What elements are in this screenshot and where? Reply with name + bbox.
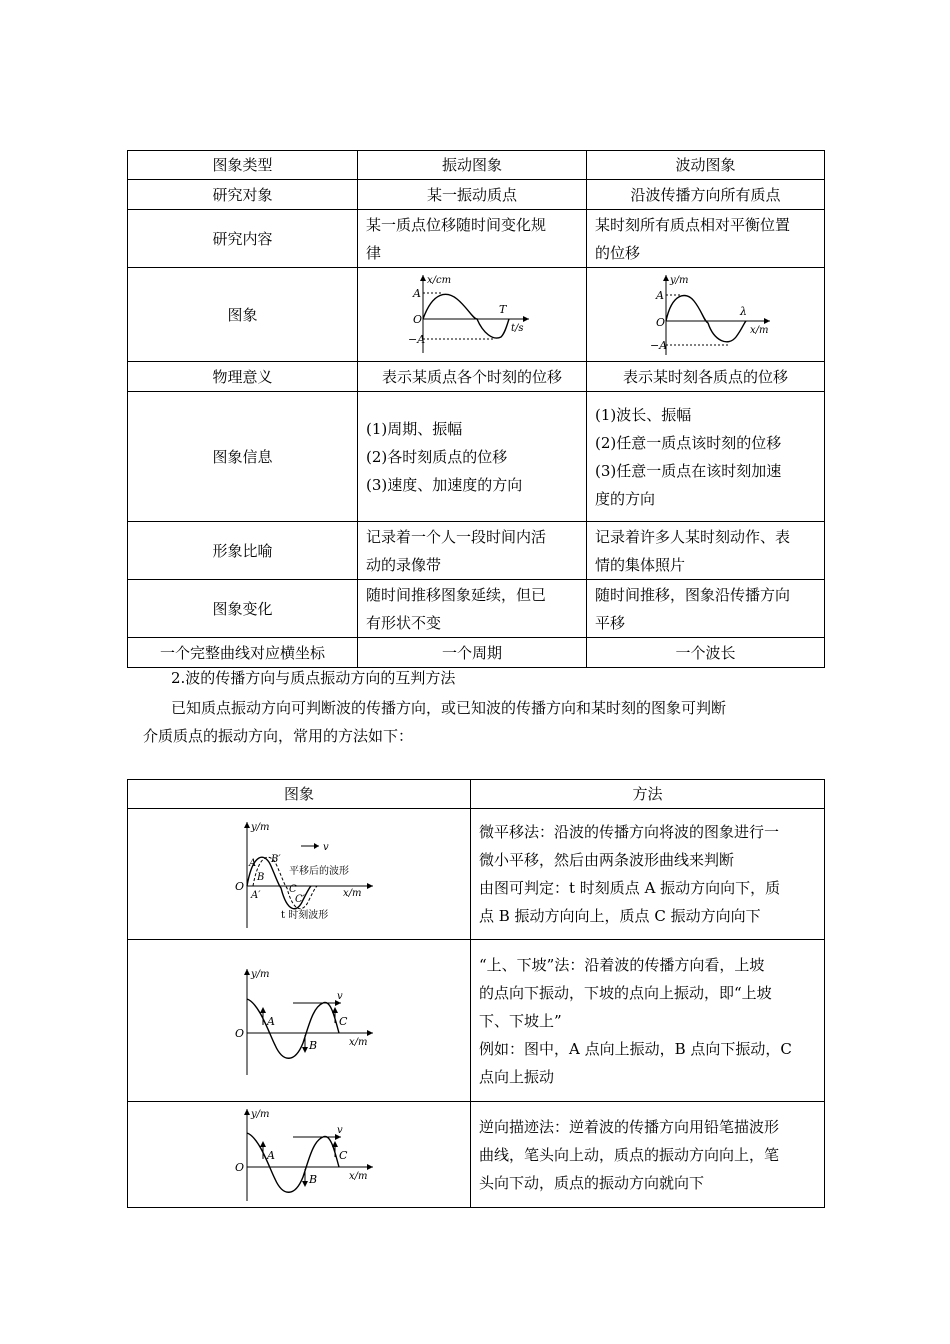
header-wave: 波动图象 (587, 151, 825, 180)
g1-origin: O (235, 880, 245, 893)
shift-method-graph (219, 816, 379, 932)
wave-wavelength: λ (739, 304, 747, 318)
g3-C: C (339, 1148, 348, 1162)
vib-y-label: x/cm (427, 274, 452, 286)
vib-cell: 某一振动质点 (358, 180, 587, 210)
g1-v: v (323, 842, 329, 853)
wave-amp-neg: −A (649, 338, 667, 352)
header-graph: 图象 (128, 780, 471, 809)
graph-cell-trace (128, 1102, 471, 1208)
vib-x-label: t/s (511, 322, 524, 334)
g1-B2: B′ (271, 854, 281, 865)
wave-amp-pos: A (655, 288, 664, 302)
g1-A: A (249, 858, 257, 869)
row-label: 研究内容 (128, 210, 358, 268)
section-title: 2.波的传播方向与质点振动方向的互判方法 (171, 669, 456, 687)
wave-cell: 随时间推移，图象沿传播方向 平移 (587, 580, 825, 638)
wave-cell: 表示某时刻各质点的位移 (587, 362, 825, 392)
vib-amp-neg: −A (408, 332, 426, 346)
method-cell-shift: 微平移法：沿波的传播方向将波的图象进行一 微小平移，然后由两条波形曲线来判断 由图可判定：t 时刻质点 A 振动方向向下，质 点 B 振动方向向上，质点 C 振动方向向下 (471, 809, 825, 940)
wave-y-label: y/m (669, 274, 689, 286)
row-label: 图象 (128, 268, 358, 362)
row-label: 研究对象 (128, 180, 358, 210)
g2-x-label: x/m (349, 1036, 368, 1048)
graph-cell-slope (128, 940, 471, 1102)
header-method: 方法 (471, 780, 825, 809)
method-cell-slope: “上、下坡”法：沿着波的传播方向看，上坡 的点向下振动，下坡的点向上振动，即“上坡 下、下坡上” 例如：图中，A 点向上振动，B 点向下振动，C 点向上振动 (471, 940, 825, 1102)
vib-cell: 一个周期 (358, 638, 587, 668)
g3-A: A (267, 1148, 275, 1162)
wave-origin: O (655, 315, 665, 329)
g3-y-label: y/m (251, 1108, 270, 1120)
g2-origin: O (235, 1026, 245, 1040)
g1-C2: C′ (295, 894, 305, 905)
vib-origin: O (413, 312, 423, 326)
g3-B: B (309, 1172, 318, 1186)
row-label: 一个完整曲线对应横坐标 (128, 638, 358, 668)
wave-cell: (1)波长、振幅 (2)任意一质点该时刻的位移 (3)任意一质点在该时刻加速 度的方向 (587, 392, 825, 522)
section-intro: 已知质点振动方向可判断波的传播方向，或已知波的传播方向和某时刻的图象可判断 介质质点的振动方向，常用的方法如下： (143, 699, 727, 745)
g3-x-label: x/m (349, 1170, 368, 1182)
vibration-graph (407, 271, 537, 359)
g2-A: A (267, 1014, 275, 1028)
trace-method-graph (219, 1105, 379, 1205)
vibration-graph-cell (358, 268, 587, 362)
vib-cell: 记录着一个人一段时间内活 动的录像带 (358, 522, 587, 580)
wave-cell: 某时刻所有质点相对平衡位置 的位移 (587, 210, 825, 268)
comparison-table (127, 150, 825, 668)
row-label: 形象比喻 (128, 522, 358, 580)
g1-y-label: y/m (251, 822, 270, 833)
g3-origin: O (235, 1160, 245, 1174)
g3-v: v (337, 1124, 343, 1136)
row-label: 图象变化 (128, 580, 358, 638)
wave-cell: 沿波传播方向所有质点 (587, 180, 825, 210)
vib-cell: 某一质点位移随时间变化规 律 (358, 210, 587, 268)
g1-B: B (257, 872, 265, 883)
method-table (127, 779, 825, 1208)
vib-cell: 随时间推移图象延续，但已 有形状不变 (358, 580, 587, 638)
g1-C: C (289, 884, 297, 895)
wave-cell: 记录着许多人某时刻动作、表 情的集体照片 (587, 522, 825, 580)
vib-cell: (1)周期、振幅 (2)各时刻质点的位移 (3)速度、加速度的方向 (358, 392, 587, 522)
wave-cell: 一个波长 (587, 638, 825, 668)
wave-graph-cell (587, 268, 825, 362)
header-vibration: 振动图象 (358, 151, 587, 180)
g2-y-label: y/m (251, 968, 270, 980)
g2-B: B (309, 1038, 318, 1052)
row-label: 图象信息 (128, 392, 358, 522)
g1-A2: A′ (251, 890, 261, 901)
vib-period: T (499, 302, 507, 316)
vib-cell: 表示某质点各个时刻的位移 (358, 362, 587, 392)
wave-graph (636, 271, 776, 359)
g2-C: C (339, 1014, 348, 1028)
vib-amp-pos: A (413, 286, 421, 300)
g1-x-label: x/m (343, 888, 362, 899)
wave-x-label: x/m (749, 324, 768, 336)
g1-shifted: 平移后的波形 (289, 866, 349, 877)
g1-current: t 时刻波形 (281, 910, 329, 921)
row-label: 物理意义 (128, 362, 358, 392)
graph-cell-shift (128, 809, 471, 940)
slope-method-graph (219, 963, 379, 1079)
g2-v: v (337, 990, 343, 1002)
method-cell-trace: 逆向描迹法：逆着波的传播方向用铅笔描波形 曲线，笔头向上动，质点的振动方向向上，笔 头向下动，质点的振动方向就向下 (471, 1102, 825, 1208)
header-type: 图象类型 (128, 151, 358, 180)
